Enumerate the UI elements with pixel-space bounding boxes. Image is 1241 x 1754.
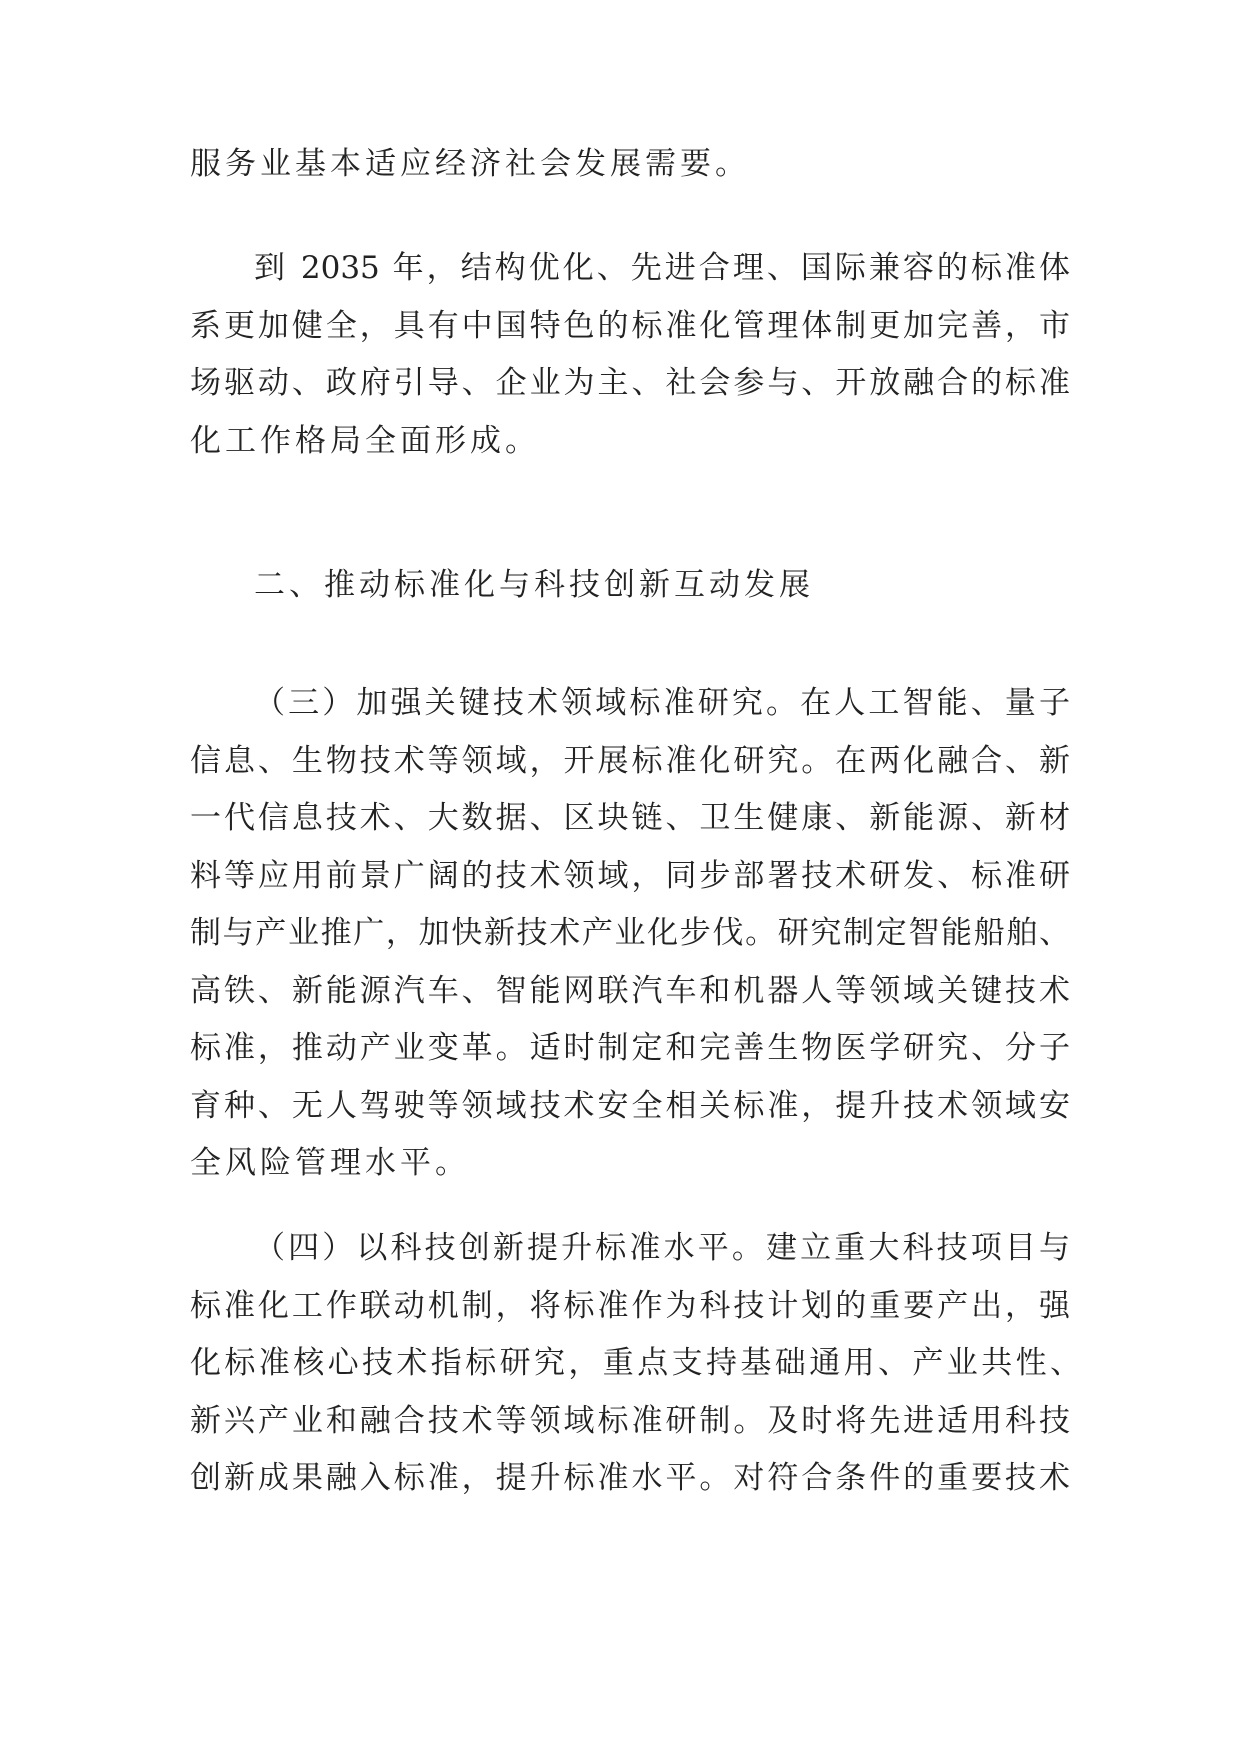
paragraph-continuation — [190, 136, 1070, 194]
heading-text: 二、推动标准化与科技创新互动发展 — [254, 567, 814, 603]
text-line: 新兴产业和融合技术等领域标准研制。及时将先进适用科技 — [190, 1402, 1070, 1439]
text-line: 到 2035 年，结构优化、先进合理、国际兼容的标准体 — [254, 250, 1070, 286]
text-line: 一代信息技术、大数据、区块链、卫生健康、新能源、新材 — [190, 800, 1070, 836]
text-line: 服务业基本适应经济社会发展需要。 — [190, 146, 750, 182]
paragraph-innovation-standards — [190, 1220, 1085, 1508]
text-line: （三）加强关键技术领域标准研究。在人工智能、量子 — [254, 685, 1070, 721]
text-line: 化标准核心技术指标研究，重点支持基础通用、产业共性、 — [190, 1345, 1085, 1381]
text-line: 标准化工作联动机制，将标准作为科技计划的重要产出，强 — [190, 1287, 1070, 1324]
text-line: 育种、无人驾驶等领域技术安全相关标准，提升技术领域安 — [190, 1087, 1070, 1124]
text-line: 创新成果融入标准，提升标准水平。对符合条件的重要技术 — [190, 1460, 1070, 1496]
text-line: 信息、生物技术等领域，开展标准化研究。在两化融合、新 — [190, 742, 1070, 779]
text-line: 制与产业推广，加快新技术产业化步伐。研究制定智能船舶、 — [190, 915, 1070, 951]
text-line: （四）以科技创新提升标准水平。建立重大科技项目与 — [254, 1230, 1070, 1266]
paragraph-key-technology — [190, 675, 1070, 1193]
text-line: 场驱动、政府引导、企业为主、社会参与、开放融合的标准 — [190, 365, 1070, 401]
text-line: 系更加健全，具有中国特色的标准化管理体制更加完善，市 — [190, 307, 1070, 344]
text-line: 高铁、新能源汽车、智能网联汽车和机器人等领域关键技术 — [190, 972, 1070, 1009]
paragraph-2035-goals — [190, 240, 1070, 470]
text-line: 料等应用前景广阔的技术领域，同步部署技术研发、标准研 — [190, 857, 1070, 894]
text-line: 全风险管理水平。 — [190, 1145, 470, 1181]
section-heading — [190, 557, 1070, 615]
text-line: 标准，推动产业变革。适时制定和完善生物医学研究、分子 — [190, 1030, 1070, 1066]
text-line: 化工作格局全面形成。 — [190, 422, 540, 459]
